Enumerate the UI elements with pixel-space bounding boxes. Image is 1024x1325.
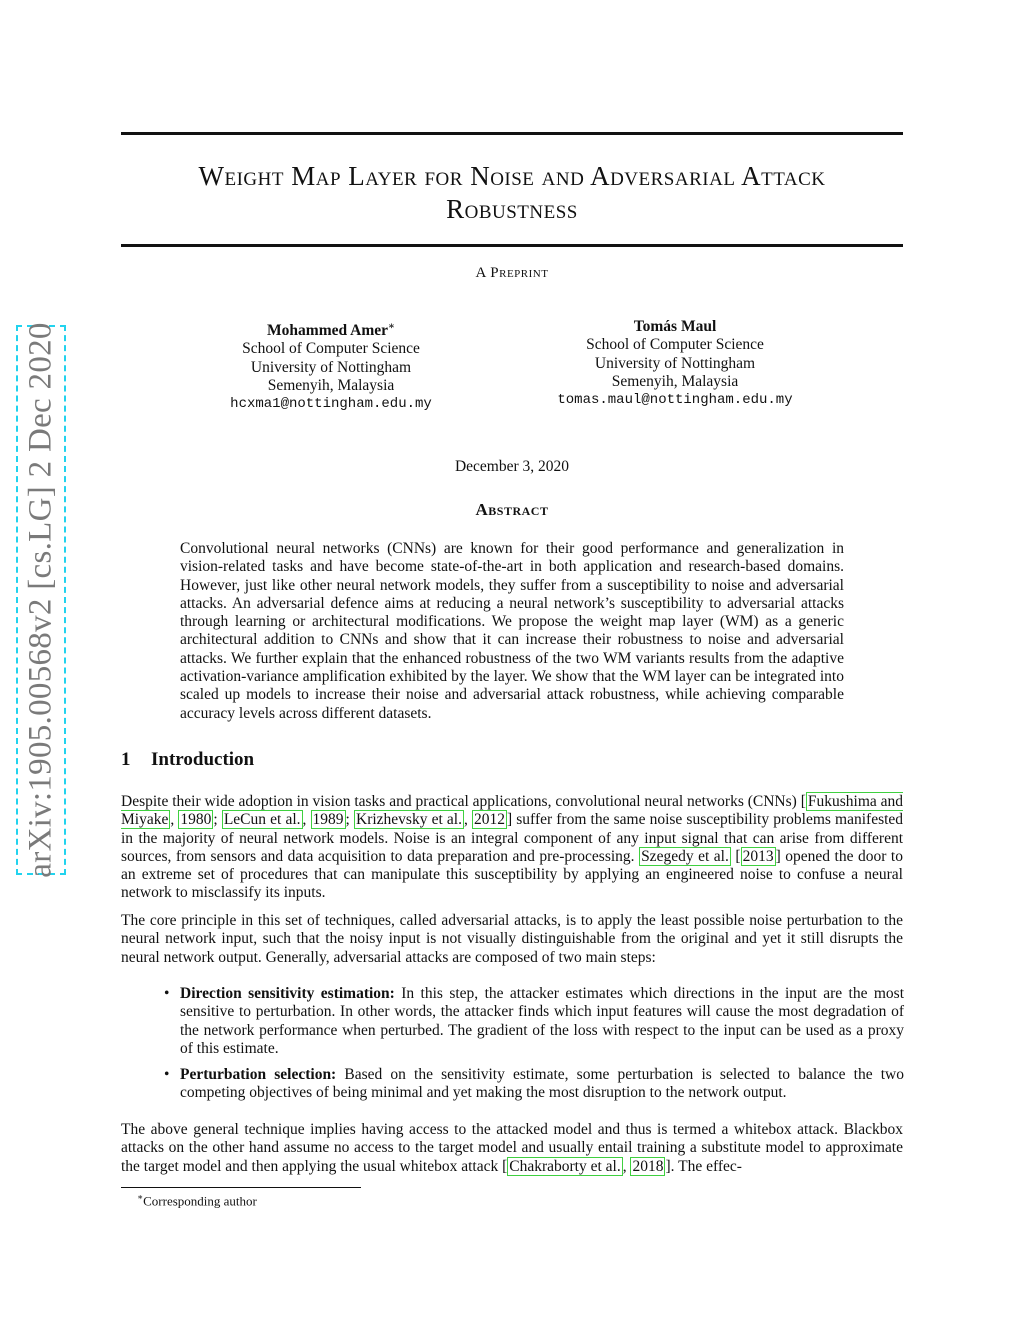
list-item-term: Direction sensitivity estimation: (180, 985, 395, 1002)
list-item-text: Based on the sensitivity estimate, some perturbation is selected to balance the two competing objectives of being minimal and yet making the most disruption to the network output. (180, 1066, 905, 1102)
author-block-1 (161, 318, 501, 414)
author-university: University of Nottingham (250, 358, 412, 376)
arxiv-identifier: arXiv:1905.00568v2 [cs.LG] 2 Dec 2020 (22, 322, 59, 878)
paper-title (121, 160, 903, 226)
title-rule-top (121, 132, 903, 135)
author-email[interactable]: hcxma1@nottingham.edu.my (230, 396, 432, 413)
citation-link[interactable]: Szegedy et al. (641, 847, 729, 865)
footnote-rule (121, 1187, 361, 1188)
author-location: Semenyih, Malaysia (267, 377, 395, 395)
list-item-term: Perturbation selection: (180, 1066, 337, 1084)
citation-link[interactable]: Fukushima and Miyake (121, 793, 904, 829)
section-title: Introduction (151, 749, 255, 770)
citation-link[interactable]: Krizhevsky et al. (356, 811, 462, 829)
intro-paragraph-1: Despite their wide adoption in vision tasks and practical applications, convolutional neural networks (CNNs) [ Fukushima and Miyake , 1980 ; LeCun et al. , 1989 ; Krizhevsky et al. , 2012 ] suffer from the same noise susceptibility problems manifested in the majority of neural network models. Noise is an integral component of any input signal that can arise from different sources, from sensors and data acquisition to data preparation and pre-processing. Szegedy et al. [ 2013 ] opened the door to an extreme set of procedures that can manipulate this susceptibility by applying an engineered noise to confuse a neural network to misclassify its inputs. (121, 793, 904, 902)
abstract-body: Convolutional neural networks (CNNs) are known for their good performance and generalization in vision-related tasks and have become state-of-the-art in both application and research-based domains. However, just like other neural network models, they suffer from a susceptibility to noise and adversarial attacks. An adversarial defence aims at reducing a neural network’s susceptibility to adversarial attacks through learning or architectural modifications. We propose the weight map layer (WM) as a generic architectural addition to CNNs and show that it can increase their robustness to noise and adversarial attacks. We further explain that the enhanced robustness of the two WM variants results from the adaptive activation-variance amplification exhibited by the layer. We show that the WM layer can be integrated into scaled up models to increase their noise and adversarial attack robustness, while achieving comparable accuracy levels across different datasets. (180, 540, 844, 722)
title-rule-bottom (121, 244, 903, 247)
citation-link[interactable]: Chakraborty et al. (509, 1157, 621, 1175)
list-item-text: In this step, the attacker estimates which directions in the input are the most sensitive to perturbation. In other words, the attacker finds which input features will cause the most degradation of the network performance when perturbed. The gradient of the loss with respect to the input can be used as a proxy of this estimate. (180, 985, 905, 1057)
footnote (137, 1192, 257, 1209)
author-location: Semenyih, Malaysia (611, 372, 739, 390)
author-university: University of Nottingham (594, 354, 756, 372)
author-name: Mohammed Amer∗ (267, 321, 395, 340)
section-number: 1 (121, 749, 131, 770)
footnote-marker: ∗ (137, 1192, 144, 1202)
section-heading-introduction (121, 749, 254, 771)
citation-link[interactable]: 1980 (180, 811, 212, 829)
citation-link[interactable]: 2012 (473, 811, 505, 829)
citation-link[interactable]: 1989 (312, 811, 344, 829)
bullet-glyph: • (164, 985, 170, 1002)
abstract-heading: Abstract (475, 500, 549, 519)
bullet-glyph: • (164, 1066, 170, 1084)
list-item (164, 985, 904, 1058)
paper-date: December 3, 2020 (454, 458, 570, 475)
author-department: School of Computer Science (242, 340, 420, 358)
citation-link[interactable]: LeCun et al. (223, 811, 301, 829)
author-email[interactable]: tomas.maul@nottingham.edu.my (557, 392, 793, 409)
title-line-2: Robustness (446, 194, 578, 224)
preprint-label: A Preprint (475, 265, 549, 281)
intro-paragraph-2: The core principle in this set of techniques, called adversarial attacks, is to apply the least possible noise perturbation to the neural network input, such that the noisy input is not visually distinguishable from the original and yet it still disrupts the neural network output. Generally, adversarial attacks are composed of two main steps: (121, 912, 903, 966)
corresponding-marker: ∗ (388, 321, 395, 332)
author-department: School of Computer Science (586, 336, 764, 354)
author-block-2 (505, 318, 845, 409)
footnote-text: Corresponding author (143, 1193, 257, 1209)
author-name: Tomás Maul (633, 318, 717, 335)
intro-paragraph-3: The above general technique implies having access to the attacked model and thus is termed a whitebox attack. Blackbox attacks on the other hand assume no access to the target model and usually entail training a substitute model to approximate the target model and then applying the usual whitebox attack [ Chakraborty et al. , 2018 ]. The effec- (121, 1121, 903, 1175)
title-line-1: Weight Map Layer for Noise and Adversarial Attack (198, 161, 826, 191)
citation-link[interactable]: 2018 (632, 1157, 664, 1175)
citation-link[interactable]: 2013 (742, 847, 774, 865)
list-item (164, 1066, 904, 1103)
attack-steps-list (164, 985, 904, 1111)
